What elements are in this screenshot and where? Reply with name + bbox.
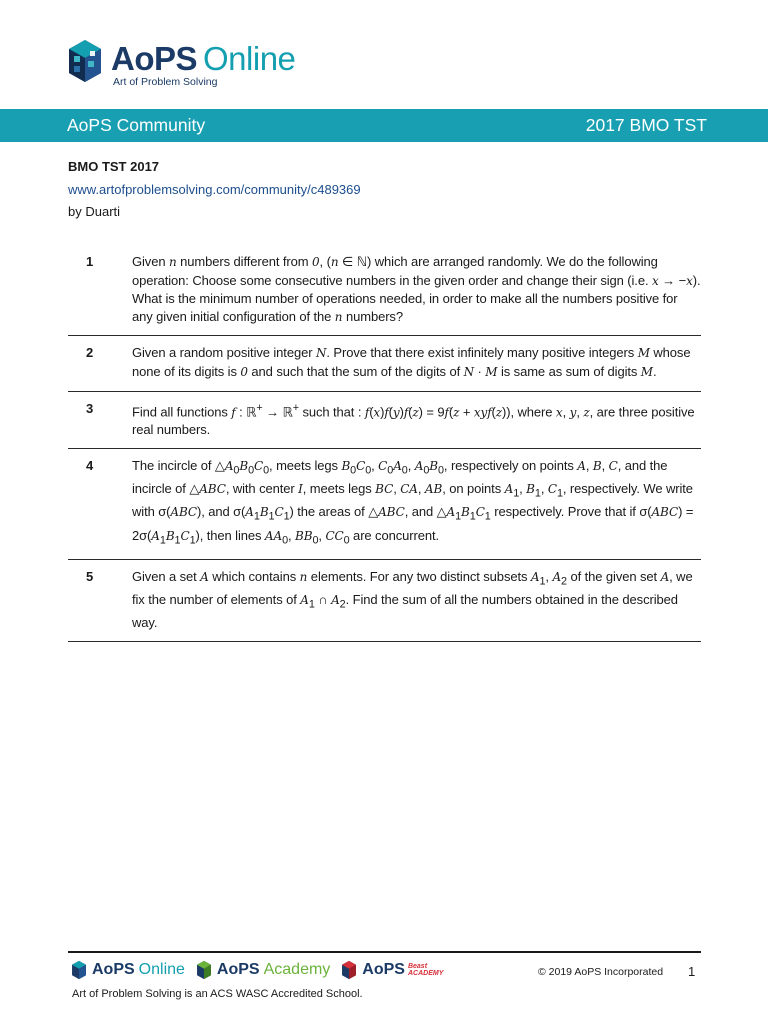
document-title: BMO TST 2017 <box>68 159 160 174</box>
footer-logo3-thin <box>408 963 443 977</box>
header-banner <box>0 109 768 142</box>
logo-bold-text: AoPS <box>111 40 198 77</box>
footer-logo2-thin: Academy <box>263 961 331 978</box>
problem-item <box>68 449 701 560</box>
footer-logo-aops-online[interactable] <box>70 960 185 980</box>
logo-tagline: Art of Problem Solving <box>113 76 218 88</box>
problem-number: 2 <box>86 345 94 361</box>
accreditation-note: Art of Problem Solving is an ACS WASC Accredited School. <box>72 988 363 1000</box>
problem-text: Given a set A which contains n elements. For any two distinct subsets $A_1$, $A_2$ of the given set A, we fix the number of elements of $A_1$ ∩ $A_2$. Find the sum of all the numbers obtained in the described way. <box>132 568 693 631</box>
problem-text: Given a random positive integer N. Prove that there exist infinitely many positive integers M whose none of its digits is 0 and such that the sum of the digits of N · M is same as sum of digits M. <box>132 345 691 379</box>
footer-divider <box>68 951 701 953</box>
footer-logo3-line2: ACADEMY <box>407 970 444 977</box>
problem-item <box>68 392 701 450</box>
aops-academy-cube-icon <box>195 960 213 980</box>
aops-online-logo[interactable] <box>66 38 295 92</box>
problem-number: 3 <box>86 400 94 416</box>
footer-logo1-thin: Online <box>138 961 185 978</box>
page-number: 1 <box>688 964 696 979</box>
problem-item <box>68 245 701 336</box>
problem-number: 4 <box>86 458 94 474</box>
footer-logo3-bold: AoPS <box>362 961 405 978</box>
community-link[interactable]: www.artofproblemsolving.com/community/c489369 <box>68 181 361 197</box>
document-meta <box>68 156 361 224</box>
problem-number: 1 <box>86 254 94 269</box>
footer-logo-aops-academy[interactable] <box>195 960 330 980</box>
author-line: by Duarti <box>68 204 121 219</box>
copyright-notice: © 2019 AoPS Incorporated <box>538 966 664 978</box>
problem-list <box>68 245 701 642</box>
footer-logos <box>70 960 453 980</box>
footer-logo2-bold: AoPS <box>216 961 260 978</box>
banner-contest: 2017 BMO TST <box>585 115 707 135</box>
problem-text: The incircle of $\triangle A_0B_0C_0$, meets legs $B_0C_0$, $C_0A_0$, $A_0B_0$, respectively on points A, B, C, and the incircle of △ABC, with center I, meets legs BC, CA, AB, on points $A_1$, $B_1$, $C_1$, respectively. We write with σ(ABC), and $\sigma(A_1B_1C_1)$ the areas of △ABC, and $\triangle A_1B_1C_1$ respectively. Prove that if $\sigma(ABC) = 2\sigma(A_1B_1C_1)$, then lines $AA_0$, $BB_0$, $CC_0$ are concurrent. <box>132 458 694 547</box>
banner-community: AoPS Community <box>67 115 206 135</box>
beast-academy-cube-icon <box>340 960 358 980</box>
aops-cube-icon <box>70 960 88 980</box>
problem-item <box>68 336 701 391</box>
problem-number: 5 <box>86 568 94 584</box>
footer-logo-beast-academy[interactable] <box>340 960 443 980</box>
problem-text: Given n numbers different from 0, (n ∈ ℕ) which are arranged randomly. We do the following operation: Choose some consecutive numbers in the given order and change their sign (i.e. x → −x). What is the minimum number of operations needed, in order to make all the numbers positive for any given initial configuration of the n numbers? <box>132 254 701 324</box>
logo-thin-text: Online <box>203 40 296 77</box>
problem-text: Find all functions f : ℝ+ → ℝ+ such that : f(x)f(y)f(z) = 9f(z + xyf(z)), where x, y, z, are three positive real numbers. <box>132 401 695 438</box>
footer-logo3-line1: Beast <box>407 963 428 970</box>
problem-item <box>68 560 701 642</box>
aops-cube-icon <box>66 38 104 84</box>
footer-logo1-bold: AoPS <box>92 961 135 978</box>
